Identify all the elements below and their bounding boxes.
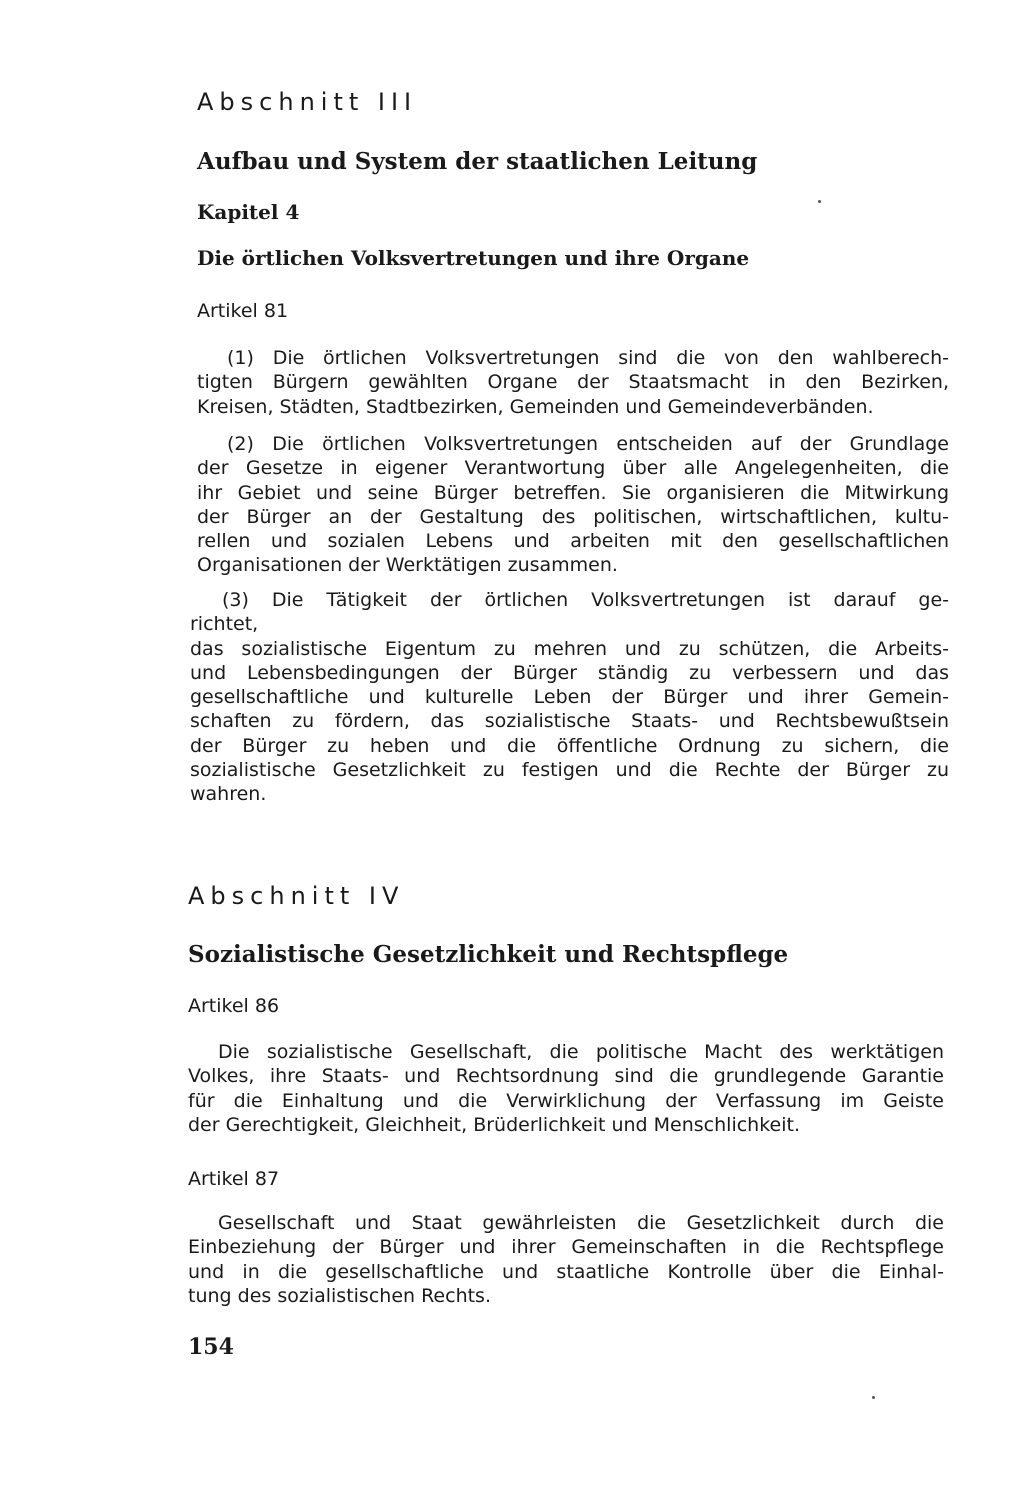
text-line: tung des sozialistischen Rechts.	[188, 1284, 491, 1307]
article-86-paragraph	[188, 1040, 944, 1137]
section-title-4: Sozialistische Gesetzlichkeit und Rechtspflege	[188, 941, 789, 968]
scan-speck	[818, 200, 821, 203]
text-line: für die Einhaltung und die Verwirklichung der Verfassung im Geiste	[188, 1089, 944, 1112]
text-line: Die sozialistische Gesellschaft, die politische Macht des werktätigen	[218, 1041, 944, 1063]
text-line: Gesellschaft und Staat gewährleisten die Gesetzlichkeit durch die	[218, 1212, 944, 1234]
article-81-paragraph-2	[197, 432, 949, 578]
article-81-paragraph-3	[190, 588, 949, 807]
article-87-paragraph	[188, 1211, 944, 1308]
text-line: der Bürger zu heben und die öffentliche Ordnung zu sichern, die	[190, 734, 949, 757]
section-label-3: Abschnitt III	[197, 88, 418, 116]
text-line: schaften zu fördern, das sozialistische Staats- und Rechtsbewußtsein	[190, 710, 949, 733]
text-line: wahren.	[190, 783, 267, 806]
text-line: der Bürger an der Gestaltung des politischen, wirtschaftlichen, kultu-	[197, 505, 949, 528]
section-title-3: Aufbau und System der staatlichen Leitung	[197, 148, 758, 175]
chapter-title: Die örtlichen Volksvertretungen und ihre Organe	[197, 246, 750, 270]
chapter-label: Kapitel 4	[197, 200, 300, 224]
article-86-label: Artikel 86	[188, 995, 280, 1017]
text-line: richtet,	[190, 613, 259, 636]
article-81-paragraph-1	[197, 346, 949, 419]
section-label-4: Abschnitt IV	[188, 882, 405, 910]
text-line: das sozialistische Eigentum zu mehren und zu schützen, die Arbeits-	[190, 637, 949, 660]
text-line: und in die gesellschaftliche und staatliche Kontrolle über die Einhal-	[188, 1260, 944, 1283]
text-line: tigten Bürgern gewählten Organe der Staatsmacht in den Bezirken,	[197, 371, 949, 394]
text-line: Volkes, ihre Staats- und Rechtsordnung sind die grundlegende Garantie	[188, 1065, 944, 1088]
text-line: Kreisen, Städten, Stadtbezirken, Gemeinden und Gemeindeverbänden.	[197, 395, 874, 418]
page-number: 154	[188, 1334, 234, 1360]
text-line: Einbeziehung der Bürger und ihrer Gemeinschaften in die Rechtspflege	[188, 1236, 944, 1259]
text-line: (1) Die örtlichen Volksvertretungen sind die von den wahlberech-	[227, 347, 949, 369]
text-line: der Gesetze in eigener Verantwortung über alle Angelegenheiten, die	[197, 457, 949, 480]
text-line: und Lebensbedingungen der Bürger ständig zu verbessern und das	[190, 661, 949, 684]
article-81-label: Artikel 81	[197, 300, 289, 322]
text-line: Organisationen der Werktätigen zusammen.	[197, 554, 618, 577]
text-line: (3) Die Tätigkeit der örtlichen Volksvertretungen ist darauf ge-	[222, 589, 949, 611]
text-line: gesellschaftliche und kulturelle Leben der Bürger und ihrer Gemein-	[190, 686, 949, 709]
text-line: rellen und sozialen Lebens und arbeiten mit den gesellschaftlichen	[197, 530, 949, 553]
text-line: (2) Die örtlichen Volksvertretungen entscheiden auf der Grundlage	[227, 433, 949, 455]
text-line: sozialistische Gesetzlichkeit zu festigen und die Rechte der Bürger zu	[190, 759, 949, 782]
scan-speck	[872, 1396, 875, 1399]
article-87-label: Artikel 87	[188, 1168, 280, 1190]
text-line: der Gerechtigkeit, Gleichheit, Brüderlichkeit und Menschlichkeit.	[188, 1113, 800, 1136]
text-line: ihr Gebiet und seine Bürger betreffen. Sie organisieren die Mitwirkung	[197, 481, 949, 504]
